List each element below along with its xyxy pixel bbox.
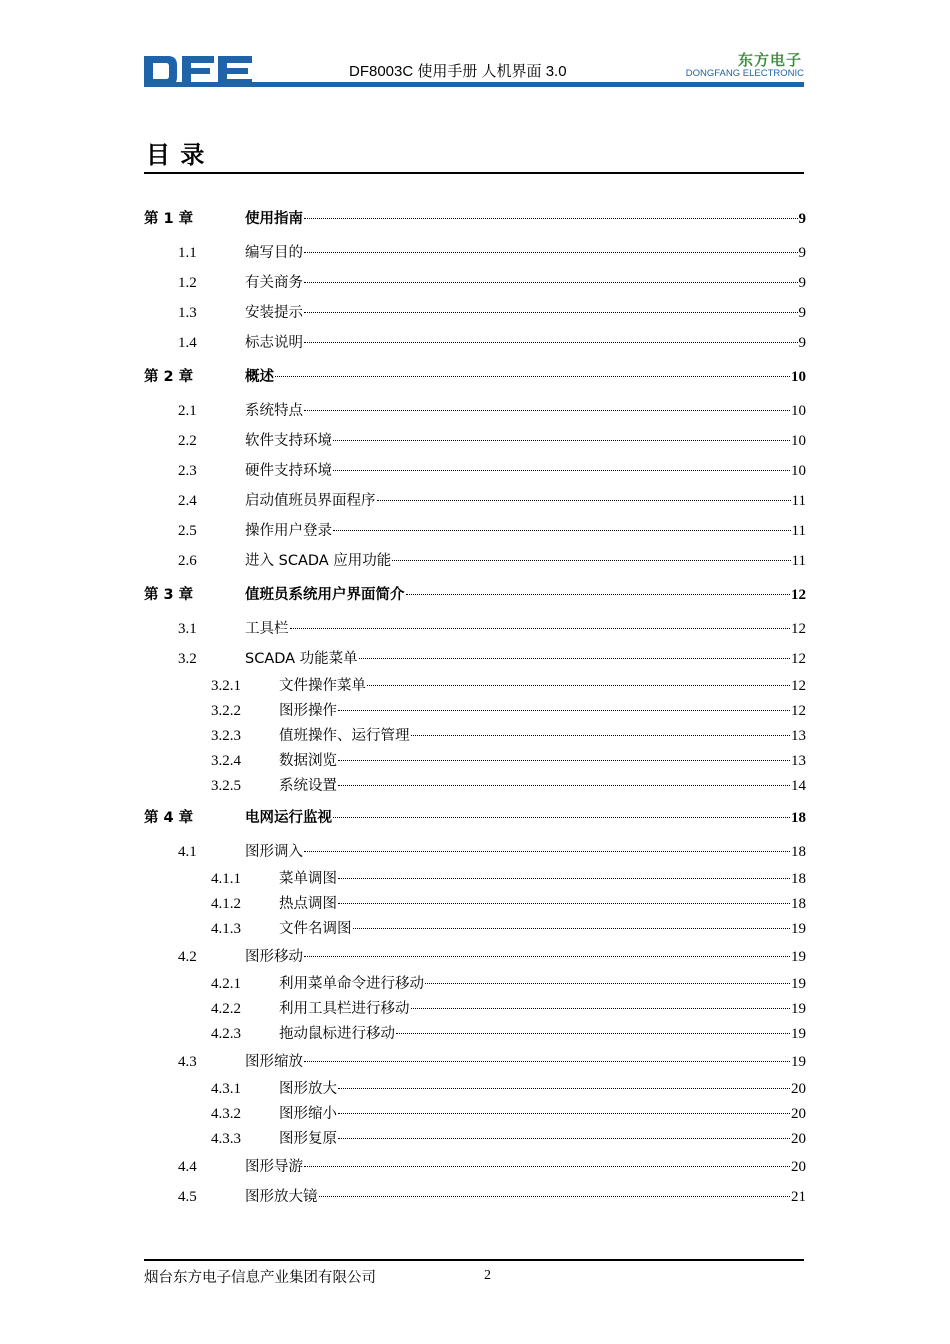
toc-entry-title: 图形操作	[279, 703, 337, 719]
dot-leader	[377, 500, 791, 501]
toc-chapter-entry[interactable]	[144, 200, 806, 238]
dot-leader	[353, 928, 791, 929]
toc-entry-number: 第 1 章	[144, 211, 194, 227]
toc-entry-line	[245, 576, 806, 614]
toc-section-entry[interactable]	[144, 1152, 806, 1182]
toc-entry-page: 19	[791, 1001, 806, 1017]
toc-entry-line	[279, 892, 806, 917]
dot-leader	[319, 1196, 791, 1197]
toc-subsection-entry[interactable]	[144, 917, 806, 942]
dot-leader	[304, 282, 798, 283]
toc-entry-number: 4.2.1	[211, 976, 241, 992]
toc-entry-line	[279, 674, 806, 699]
toc-entry-line	[245, 396, 806, 426]
toc-entry-line	[245, 516, 806, 546]
toc-section-entry[interactable]	[144, 396, 806, 426]
toc-entry-line	[279, 972, 806, 997]
footer-company: 烟台东方电子信息产业集团有限公司	[144, 1270, 376, 1286]
toc-entry-title: 安装提示	[245, 305, 303, 321]
toc-entry-title: 电网运行监视	[245, 810, 332, 826]
toc-entry-page: 19	[791, 1026, 806, 1042]
toc-entry-title: 标志说明	[245, 335, 303, 351]
dot-leader	[396, 1033, 790, 1034]
toc-entry-page: 12	[791, 587, 806, 603]
dot-leader	[338, 1088, 790, 1089]
toc-entry-number: 4.1.2	[211, 896, 241, 912]
toc-subsection-entry[interactable]	[144, 1127, 806, 1152]
toc-entry-title: 图形缩小	[279, 1106, 337, 1122]
toc-entry-page: 12	[791, 651, 806, 667]
toc-section-entry[interactable]	[144, 298, 806, 328]
toc-entry-line	[245, 358, 806, 396]
toc-entry-page: 19	[791, 976, 806, 992]
toc-section-entry[interactable]	[144, 1047, 806, 1077]
toc-section-entry[interactable]	[144, 644, 806, 674]
toc-entry-page: 18	[791, 810, 806, 826]
toc-entry-line	[279, 1127, 806, 1152]
toc-entry-title: 编写目的	[245, 245, 303, 261]
toc-subsection-entry[interactable]	[144, 724, 806, 749]
toc-entry-title: 文件名调图	[279, 921, 352, 937]
header-divider	[144, 82, 804, 87]
dot-leader	[304, 342, 798, 343]
toc-heading-divider	[144, 172, 804, 174]
toc-entry-line	[245, 268, 806, 298]
toc-entry-number: 第 4 章	[144, 810, 194, 826]
toc-entry-number: 4.1.1	[211, 871, 241, 887]
toc-entry-number: 4.5	[178, 1189, 197, 1205]
dot-leader	[333, 470, 790, 471]
toc-entry-line	[245, 238, 806, 268]
toc-entry-number: 3.2.2	[211, 703, 241, 719]
toc-entry-title: 图形放大	[279, 1081, 337, 1097]
toc-entry-page: 13	[791, 728, 806, 744]
toc-entry-line	[279, 1022, 806, 1047]
toc-entry-line	[245, 614, 806, 644]
dot-leader	[338, 785, 790, 786]
toc-section-entry[interactable]	[144, 516, 806, 546]
toc-entry-title: 文件操作菜单	[279, 678, 366, 694]
toc-subsection-entry[interactable]	[144, 1022, 806, 1047]
toc-entry-page: 12	[791, 621, 806, 637]
toc-entry-page: 13	[791, 753, 806, 769]
toc-subsection-entry[interactable]	[144, 774, 806, 799]
toc-entry-page: 18	[791, 896, 806, 912]
toc-entry-title: 值班操作、运行管理	[279, 728, 410, 744]
toc-entry-title: 操作用户登录	[245, 523, 332, 539]
toc-entry-title: 概述	[245, 369, 274, 385]
toc-entry-line	[279, 867, 806, 892]
dot-leader	[367, 685, 790, 686]
toc-entry-line	[245, 1182, 806, 1212]
toc-entry-title: 进入 SCADA 应用功能	[245, 553, 392, 569]
toc-entry-title: 图形导游	[245, 1159, 303, 1175]
brand-name-en: DONGFANG ELECTRONIC	[685, 68, 804, 79]
toc-entry-line	[245, 1152, 806, 1182]
toc-section-entry[interactable]	[144, 456, 806, 486]
toc-entry-number: 第 3 章	[144, 587, 194, 603]
toc-section-entry[interactable]	[144, 614, 806, 644]
toc-subsection-entry[interactable]	[144, 1077, 806, 1102]
toc-entry-page: 9	[798, 245, 806, 261]
toc-entry-page: 19	[791, 1054, 806, 1070]
toc-entry-page: 19	[791, 949, 806, 965]
toc-entry-title: 利用工具栏进行移动	[279, 1001, 410, 1017]
dot-leader	[338, 710, 790, 711]
toc-entry-title: 使用指南	[245, 211, 303, 227]
toc-entry-page: 18	[791, 844, 806, 860]
toc-subsection-entry[interactable]	[144, 972, 806, 997]
toc-subsection-entry[interactable]	[144, 1102, 806, 1127]
toc-subsection-entry[interactable]	[144, 997, 806, 1022]
toc-subsection-entry[interactable]	[144, 892, 806, 917]
dot-leader	[304, 1061, 790, 1062]
toc-entry-page: 10	[791, 403, 806, 419]
toc-entry-title: 图形移动	[245, 949, 303, 965]
toc-entry-page: 18	[791, 871, 806, 887]
toc-entry-title: 数据浏览	[279, 753, 337, 769]
toc-entry-number: 4.1.3	[211, 921, 241, 937]
toc-chapter-entry[interactable]	[144, 358, 806, 396]
dot-leader	[338, 1113, 790, 1114]
toc-entry-line	[245, 942, 806, 972]
toc-entry-number: 第 2 章	[144, 369, 194, 385]
toc-entry-page: 10	[791, 463, 806, 479]
toc-entry-page: 11	[791, 493, 806, 509]
toc-entry-title: 图形复原	[279, 1131, 337, 1147]
toc-entry-number: 3.2.1	[211, 678, 241, 694]
toc-entry-title: 启动值班员界面程序	[245, 493, 376, 509]
toc-section-entry[interactable]	[144, 268, 806, 298]
toc-section-entry[interactable]	[144, 546, 806, 576]
toc-entry-line	[279, 997, 806, 1022]
toc-entry-title: 热点调图	[279, 896, 337, 912]
dot-leader	[304, 956, 790, 957]
dot-leader	[333, 817, 790, 818]
toc-section-entry[interactable]	[144, 1182, 806, 1212]
dot-leader	[359, 658, 790, 659]
toc-entry-number: 4.4	[178, 1159, 197, 1175]
toc-entry-line	[245, 1047, 806, 1077]
dot-leader	[304, 1166, 790, 1167]
toc-entry-number: 3.2.5	[211, 778, 241, 794]
toc-entry-line	[279, 774, 806, 799]
page-header	[144, 48, 804, 90]
toc-entry-page: 20	[791, 1159, 806, 1175]
toc-entry-number: 3.2	[178, 651, 197, 667]
dot-leader	[304, 851, 790, 852]
dot-leader	[275, 376, 790, 377]
toc-section-entry[interactable]	[144, 328, 806, 358]
toc-entry-number: 3.2.4	[211, 753, 241, 769]
toc-entry-number: 4.2	[178, 949, 197, 965]
toc-heading: 目 录	[146, 141, 206, 169]
toc-entry-page: 10	[791, 369, 806, 385]
toc-entry-number: 2.3	[178, 463, 197, 479]
toc-subsection-entry[interactable]	[144, 699, 806, 724]
toc-entry-number: 4.3.3	[211, 1131, 241, 1147]
dot-leader	[338, 878, 790, 879]
toc-entry-title: 工具栏	[245, 621, 289, 637]
toc-entry-number: 4.3.1	[211, 1081, 241, 1097]
toc-entry-title: 软件支持环境	[245, 433, 332, 449]
toc-entry-line	[279, 917, 806, 942]
toc-entry-title: 利用菜单命令进行移动	[279, 976, 424, 992]
toc-entry-line	[245, 456, 806, 486]
toc-entry-number: 1.4	[178, 335, 197, 351]
toc-entry-page: 20	[791, 1131, 806, 1147]
dot-leader	[304, 312, 798, 313]
toc-entry-page: 20	[791, 1106, 806, 1122]
toc-subsection-entry[interactable]	[144, 867, 806, 892]
toc-entry-title: SCADA 功能菜单	[245, 651, 358, 667]
toc-entry-page: 9	[798, 275, 806, 291]
dot-leader	[290, 628, 791, 629]
toc-entry-page: 9	[798, 211, 806, 227]
page-number: 2	[484, 1268, 491, 1283]
toc-section-entry[interactable]	[144, 837, 806, 867]
toc-subsection-entry[interactable]	[144, 749, 806, 774]
dot-leader	[304, 410, 790, 411]
toc-subsection-entry[interactable]	[144, 674, 806, 699]
toc-entry-number: 4.2.2	[211, 1001, 241, 1017]
toc-entry-line	[245, 486, 806, 516]
toc-entry-number: 4.3	[178, 1054, 197, 1070]
dot-leader	[333, 530, 791, 531]
document-title: DF8003C 使用手册 人机界面 3.0	[349, 63, 567, 80]
toc-entry-line	[245, 644, 806, 674]
toc-entry-page: 21	[791, 1189, 806, 1205]
toc-entry-number: 2.5	[178, 523, 197, 539]
toc-entry-number: 1.2	[178, 275, 197, 291]
toc-entry-number: 2.4	[178, 493, 197, 509]
toc-entry-title: 系统特点	[245, 403, 303, 419]
toc-entry-page: 11	[791, 553, 806, 569]
toc-section-entry[interactable]	[144, 238, 806, 268]
toc-entry-number: 1.1	[178, 245, 197, 261]
footer-divider	[144, 1259, 804, 1261]
toc-entry-line	[245, 298, 806, 328]
toc-entry-title: 硬件支持环境	[245, 463, 332, 479]
toc-entry-number: 4.2.3	[211, 1026, 241, 1042]
toc-entry-page: 11	[791, 523, 806, 539]
dot-leader	[392, 560, 790, 561]
dot-leader	[338, 903, 790, 904]
toc-entry-title: 有关商务	[245, 275, 303, 291]
toc-entry-title: 图形调入	[245, 844, 303, 860]
toc-entry-page: 20	[791, 1081, 806, 1097]
toc-entry-title: 拖动鼠标进行移动	[279, 1026, 395, 1042]
toc-entry-title: 值班员系统用户界面简介	[245, 587, 405, 603]
toc-entry-line	[245, 799, 806, 837]
toc-section-entry[interactable]	[144, 426, 806, 456]
toc-entry-number: 2.1	[178, 403, 197, 419]
dot-leader	[304, 252, 798, 253]
toc-entry-number: 3.1	[178, 621, 197, 637]
toc-entry-line	[245, 837, 806, 867]
dot-leader	[304, 218, 798, 219]
toc-entry-title: 菜单调图	[279, 871, 337, 887]
toc-entry-number: 2.6	[178, 553, 197, 569]
dot-leader	[411, 735, 791, 736]
brand-name-cn: 东方电子	[737, 51, 802, 69]
dot-leader	[338, 1138, 790, 1139]
toc-entry-number: 3.2.3	[211, 728, 241, 744]
toc-entry-title: 图形放大镜	[245, 1189, 318, 1205]
dot-leader	[406, 594, 791, 595]
toc-entry-page: 9	[798, 335, 806, 351]
toc-entry-line	[245, 546, 806, 576]
toc-entry-page: 9	[798, 305, 806, 321]
toc-entry-line	[279, 1077, 806, 1102]
toc-entry-line	[245, 200, 806, 238]
toc-entry-page: 10	[791, 433, 806, 449]
toc-entry-line	[279, 749, 806, 774]
toc-entry-line	[279, 699, 806, 724]
toc-entry-page: 14	[791, 778, 806, 794]
dot-leader	[338, 760, 790, 761]
toc-chapter-entry[interactable]	[144, 799, 806, 837]
toc-entry-title: 图形缩放	[245, 1054, 303, 1070]
toc-entry-line	[279, 1102, 806, 1127]
toc-entry-page: 19	[791, 921, 806, 937]
toc-chapter-entry[interactable]	[144, 576, 806, 614]
toc-entry-number: 1.3	[178, 305, 197, 321]
dot-leader	[425, 983, 790, 984]
toc-entry-number: 2.2	[178, 433, 197, 449]
toc-entry-page: 12	[791, 703, 806, 719]
toc-entry-line	[279, 724, 806, 749]
toc-entry-line	[245, 328, 806, 358]
toc-entry-number: 4.1	[178, 844, 197, 860]
toc-section-entry[interactable]	[144, 942, 806, 972]
toc-entry-title: 系统设置	[279, 778, 337, 794]
toc-entry-page: 12	[791, 678, 806, 694]
table-of-contents	[144, 200, 806, 1212]
toc-entry-line	[245, 426, 806, 456]
toc-section-entry[interactable]	[144, 486, 806, 516]
dot-leader	[333, 440, 790, 441]
toc-entry-number: 4.3.2	[211, 1106, 241, 1122]
dot-leader	[411, 1008, 791, 1009]
